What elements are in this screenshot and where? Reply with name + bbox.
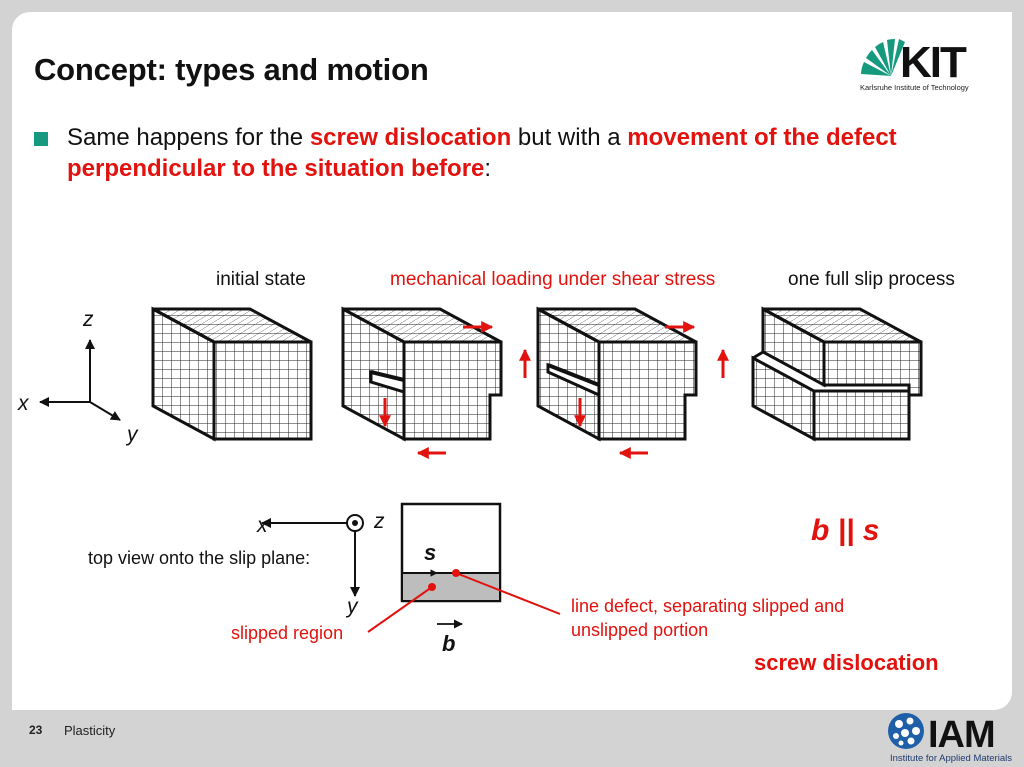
top-view-x-label: x [257, 514, 268, 537]
iam-logo [886, 711, 1018, 765]
cube-loading-1 [343, 309, 525, 453]
bullet-part-3: but with a [511, 124, 628, 151]
iam-logo-text: IAM [928, 714, 995, 756]
cube-full-slip [753, 309, 921, 439]
bullet-emphasis-movement: movement of the defect perpendicular to the situation before [67, 124, 897, 182]
footer-title: Plasticity [64, 723, 116, 738]
cube-loading-2 [538, 309, 723, 453]
kit-logo-subtitle: Karlsruhe Institute of Technology [860, 83, 969, 92]
s-vector-label: s [424, 540, 437, 565]
top-view-z-label: z [374, 510, 385, 533]
slip-plane-view [368, 504, 560, 656]
b-parallel-s: b || s [811, 514, 880, 547]
label-initial-state: initial state [216, 269, 306, 290]
axis-z-label: z [83, 308, 94, 331]
line-defect-label-2: unslipped portion [571, 620, 709, 640]
bullet-emphasis-screw: screw dislocation [309, 124, 512, 151]
bullet-part-5: : [484, 155, 492, 182]
slipped-region-label: slipped region [231, 623, 344, 643]
kit-logo-text: KIT [900, 38, 965, 87]
axis-x-label: x [18, 392, 29, 415]
cube-initial [153, 309, 311, 439]
bullet-part-1: Same happens for the [67, 124, 310, 151]
b-vector-label: b [442, 631, 456, 656]
page-number: 23 [29, 723, 43, 737]
top-view-label: top view onto the slip plane: [88, 548, 311, 568]
line-defect-label-1: line defect, separating slipped and [571, 596, 845, 616]
top-view-y-label: y [347, 595, 358, 618]
axis-y-label: y [127, 423, 138, 446]
axes-3d [17, 308, 139, 446]
label-full-slip: one full slip process [788, 269, 955, 290]
iam-logo-subtitle: Institute for Applied Materials [890, 753, 1012, 764]
iam-logo-sphere-icon [888, 713, 924, 749]
label-mechanical-loading: mechanical loading under shear stress [390, 269, 716, 290]
screw-dislocation-label: screw dislocation [754, 650, 939, 675]
slide-title: Concept: types and motion [34, 52, 429, 87]
